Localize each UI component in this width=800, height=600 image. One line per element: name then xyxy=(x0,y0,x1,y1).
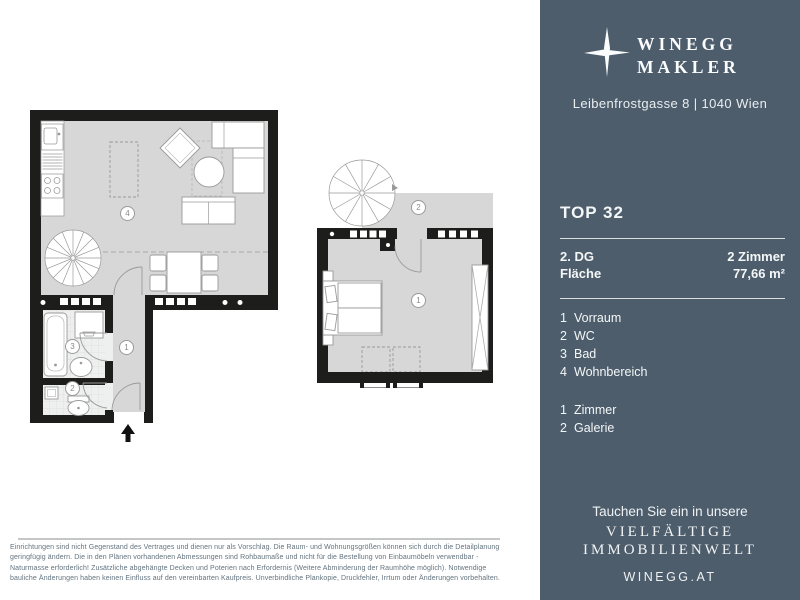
area-label: Fläche xyxy=(560,266,602,281)
detail-row-floor xyxy=(560,249,785,264)
floor-label: 2. DG xyxy=(560,249,594,264)
divider-line xyxy=(560,298,785,299)
bath-door-opening xyxy=(105,333,113,361)
coffee-table xyxy=(194,157,224,187)
divider-line xyxy=(560,238,785,239)
nightstand xyxy=(323,271,333,281)
entrance-threshold xyxy=(114,412,144,423)
disclaimer-line: Naturmasse erforderlich! Zusätzliche abgehängte Decken und Poterien nach Erfordernis (Weitere Abminderung der Raumhöhe möglich). Notwendige xyxy=(10,564,487,572)
disclaimer-text xyxy=(10,543,525,584)
room-label-vorraum: 1 xyxy=(119,340,134,355)
floorplan-gallery-drawing xyxy=(308,155,508,395)
star-icon xyxy=(584,27,632,77)
legend-item-vorraum: 1 Vorraum xyxy=(560,311,622,325)
wc-sink xyxy=(45,387,58,399)
door-opening xyxy=(397,228,427,239)
floorplan-lower-level xyxy=(28,100,288,445)
pillow xyxy=(325,313,337,330)
wardrobe xyxy=(472,265,488,370)
floorplan-gallery-level xyxy=(308,155,508,395)
room-label-galerie: 2 xyxy=(411,200,426,215)
disclaimer-line: geringfügig ändern. Die in den Plänen vorhandenen Abmessungen sind Rohbaumaße und nicht für die Bestellung von Einbaumöbeln verwendbar - xyxy=(10,554,479,562)
footer-divider xyxy=(18,538,500,540)
room-label-wc: 2 xyxy=(65,381,80,396)
washing-machine xyxy=(75,312,103,338)
tagline-intro: Tauchen Sie ein in unsere xyxy=(592,504,748,519)
property-address: Leibenfrostgasse 8 | 1040 Wien xyxy=(572,96,768,111)
kitchen-counter xyxy=(41,121,64,216)
room-label-wohnbereich: 4 xyxy=(120,206,135,221)
unit-title: TOP 32 xyxy=(560,203,624,222)
area-value: 77,66 m² xyxy=(732,266,785,281)
website-label: WINEGG.AT xyxy=(623,570,717,584)
legend-item-bad: 3 Bad xyxy=(560,347,597,361)
legend-item-wc: 2 WC xyxy=(560,329,595,343)
nightstand xyxy=(323,335,333,345)
tagline-vielfaeltige: VIELFÄLTIGE xyxy=(605,524,735,540)
legend-item-zimmer: 1 Zimmer xyxy=(560,403,617,417)
bath-sink xyxy=(70,358,92,377)
wc-door-opening xyxy=(105,383,113,410)
two-seat-sofa xyxy=(182,197,235,224)
brand-logo xyxy=(637,33,740,79)
brand-name-line2: MAKLER xyxy=(637,57,740,77)
sidebar xyxy=(540,0,800,600)
toilet xyxy=(68,396,89,416)
room-label-bad: 3 xyxy=(65,339,80,354)
room-label-zimmer: 1 xyxy=(411,293,426,308)
legend-item-wohnbereich: 4 Wohnbereich xyxy=(560,365,648,379)
pillow xyxy=(325,285,337,302)
spiral-staircase xyxy=(45,230,101,286)
stove xyxy=(42,174,64,198)
rooms-value: 2 Zimmer xyxy=(727,249,785,264)
brand-name-line1: WINEGG xyxy=(637,34,737,54)
detail-row-area xyxy=(560,266,785,281)
entrance-arrow-icon xyxy=(121,424,135,442)
tagline-immobilienwelt: IMMOBILIENWELT xyxy=(583,542,757,558)
disclaimer-line: bauliche Änderungen haben keinen Einfluss auf den vereinbarten Kaufpreis. Unverbindliche Plankopie, Druckfehler, Irrtum oder Änderungen vorbehalten. xyxy=(10,574,500,582)
disclaimer-line: Einrichtungen sind nicht Gegenstand des Vertrages und dienen nur als Vorschlag. Die Raum- und Wohnungsgrößen können sich durch die Detailplanung xyxy=(10,544,500,551)
bathtub xyxy=(44,313,67,376)
double-bed xyxy=(323,271,382,345)
legend-item-galerie: 2 Galerie xyxy=(560,421,615,435)
